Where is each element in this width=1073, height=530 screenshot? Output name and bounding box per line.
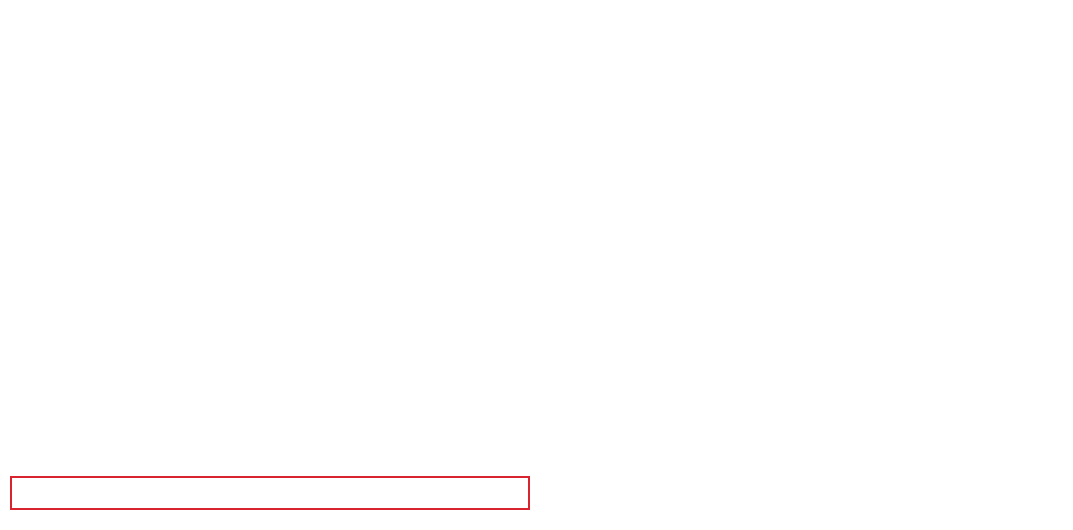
signature-box <box>10 476 530 510</box>
cropped-previous-text <box>0 0 1073 12</box>
